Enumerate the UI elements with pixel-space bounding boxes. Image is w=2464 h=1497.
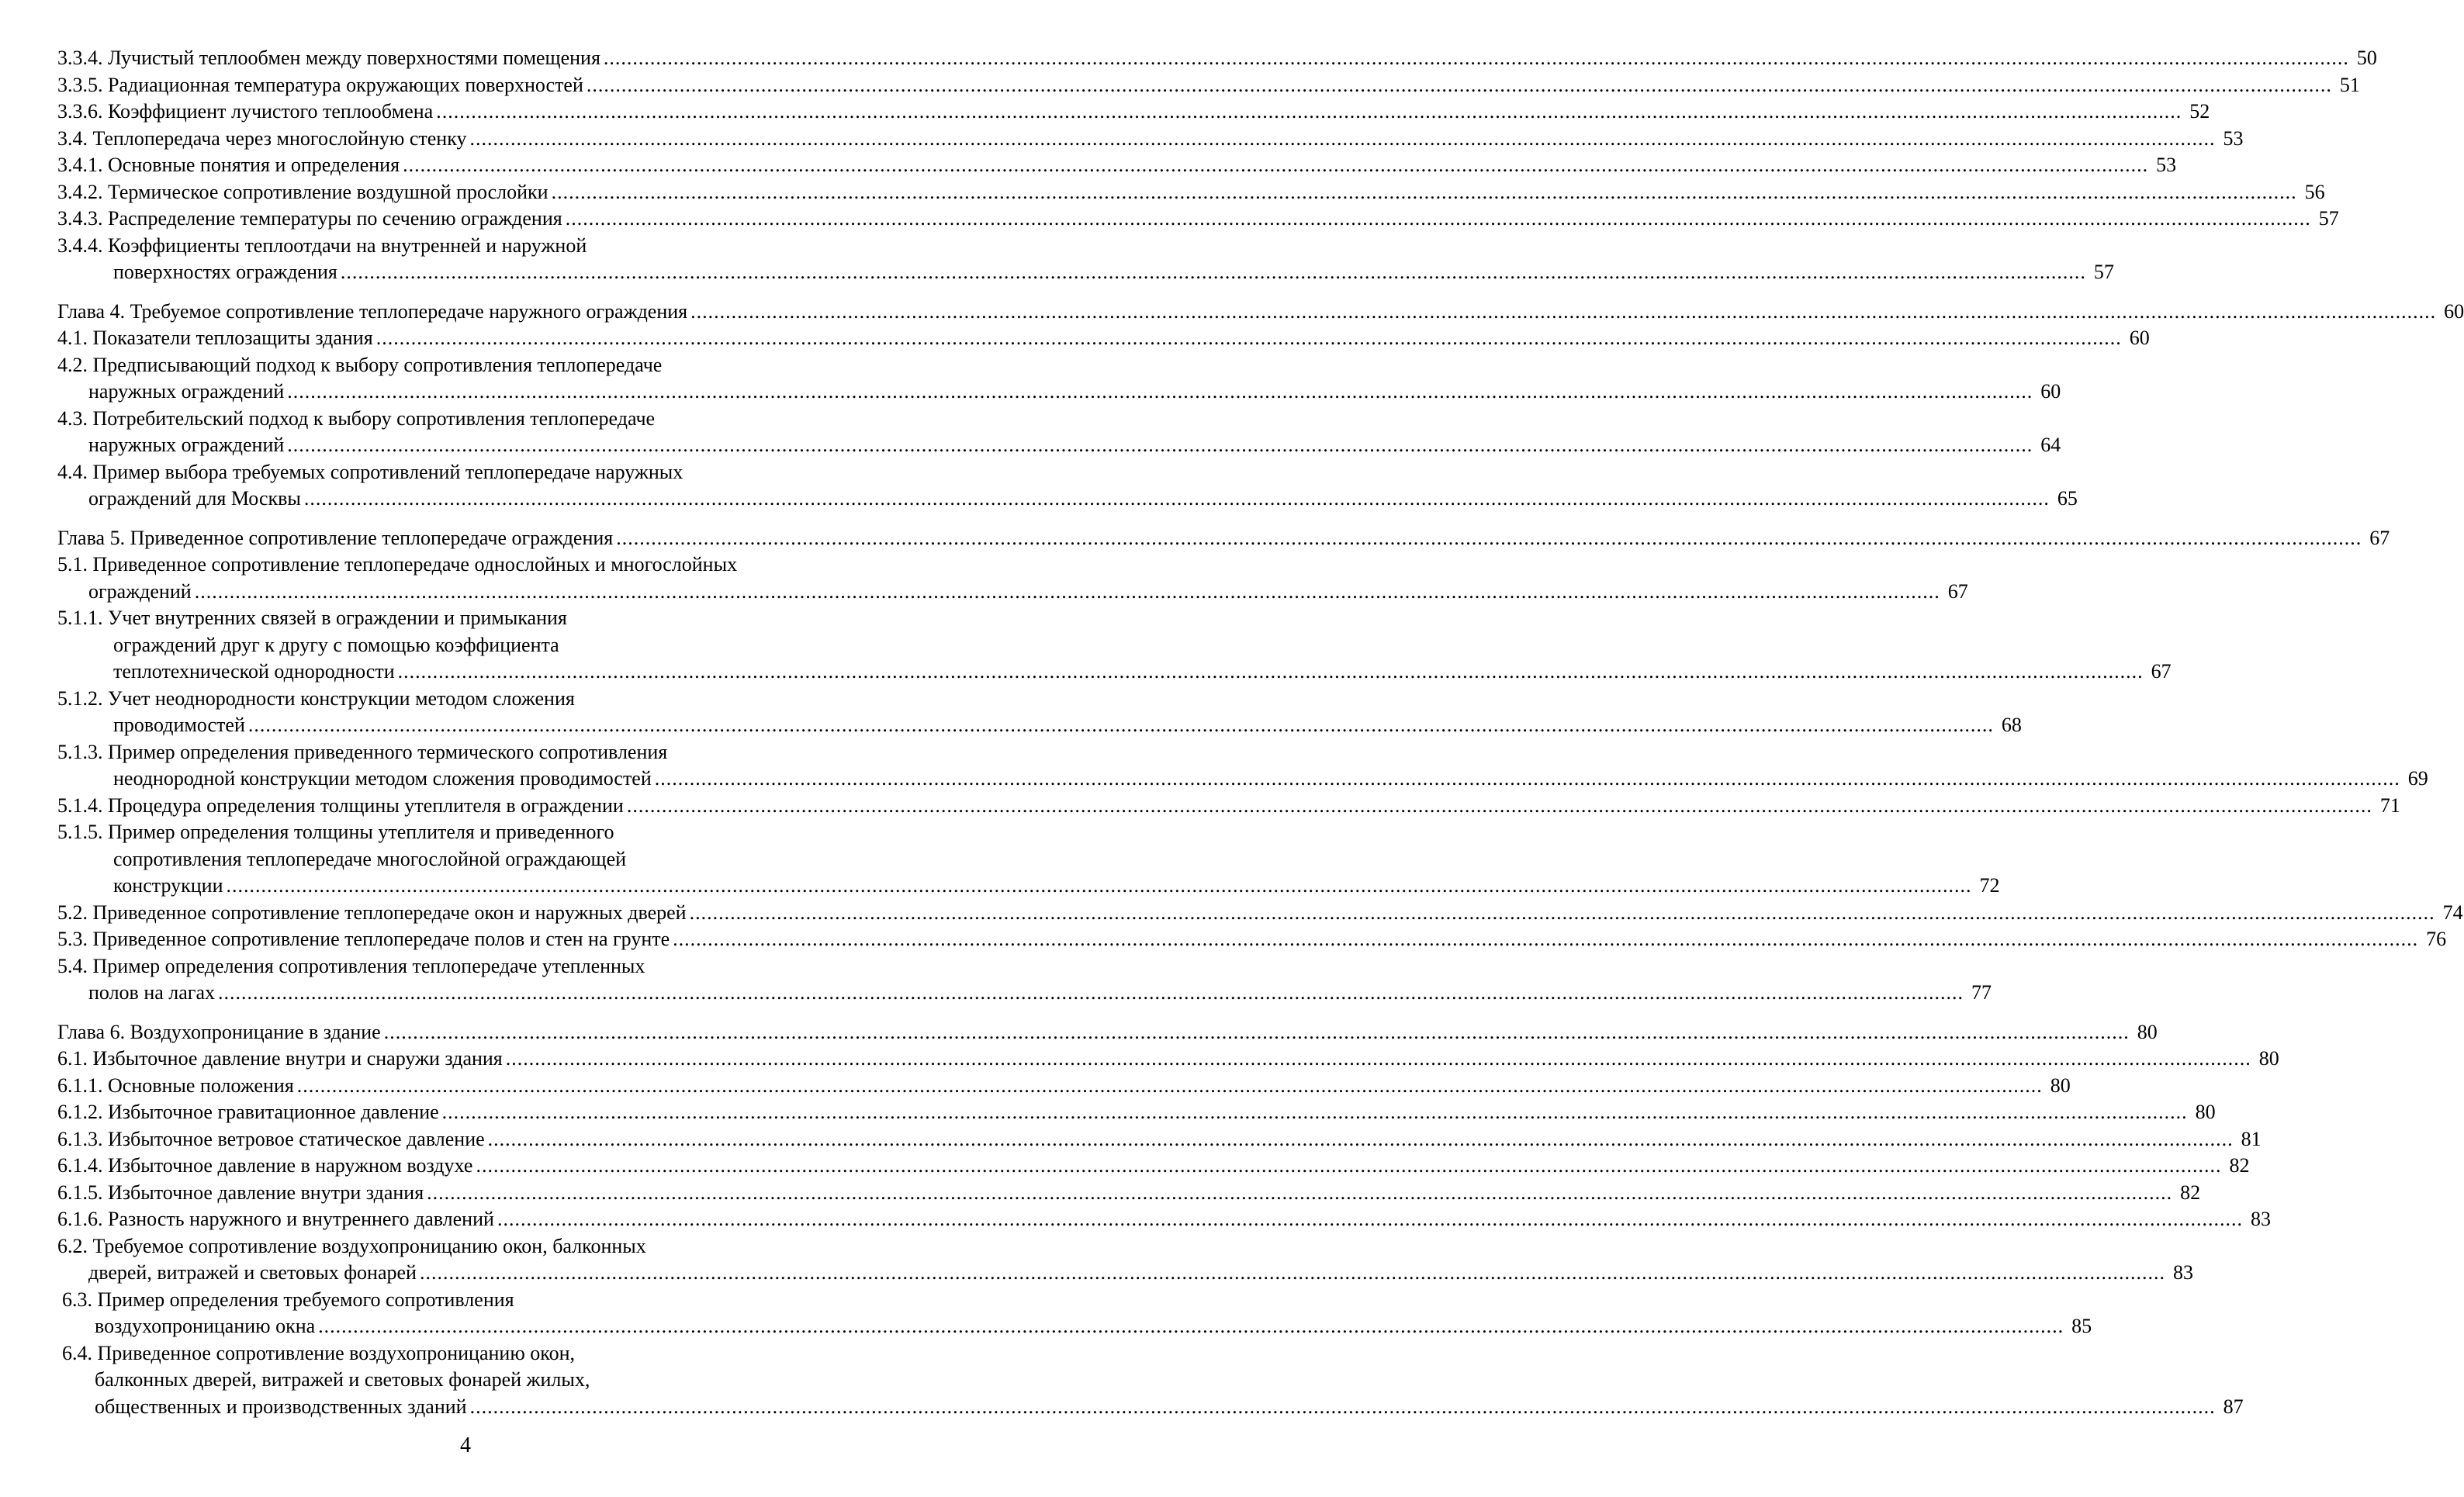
toc-entry-title: 6.1.6. Разность наружного и внутреннего давлений: [57, 1208, 494, 1230]
dot-leader: ............................................................................................................................................................................................................................................................................................................: [690, 299, 2437, 323]
toc-page-number: 72: [1979, 874, 2000, 897]
toc-page-number: 53: [2156, 154, 2177, 176]
toc-line: [57, 579, 1968, 606]
toc-entry-title: 3.3.6. Коэффициент лучистого теплообмена: [57, 100, 434, 123]
toc-entry-title: 3.4.2. Термическое сопротивление воздушной прослойки: [57, 180, 549, 203]
toc-line: [57, 846, 883, 873]
dot-leader: ............................................................................................................................................................................................................................................................................................................: [403, 154, 2149, 176]
dot-leader: ............................................................................................................................................................................................................................................................................................................: [626, 793, 2372, 817]
dot-leader: ............................................................................................................................................................................................................................................................................................................: [441, 1101, 2188, 1123]
section-gap: [57, 1007, 883, 1019]
toc-entry-title: Глава 6. Воздухопроницание в здание: [57, 1020, 381, 1043]
toc-entry-title: Глава 4. Требуемое сопротивление теплопередаче наружного ограждения: [57, 299, 688, 323]
toc-entry-title: 3.4.1. Основные понятия и определения: [57, 154, 400, 176]
toc-entry-title: 4.4. Пример выбора требуемых сопротивлений теплопередаче наружных: [57, 460, 683, 483]
toc-entry-title: ограждений: [88, 579, 192, 603]
toc-entry-title: 6.1.5. Избыточное давление внутри здания: [57, 1181, 424, 1204]
dot-leader: ............................................................................................................................................................................................................................................................................................................: [226, 874, 1972, 897]
dot-leader: ............................................................................................................................................................................................................................................................................................................: [375, 327, 2122, 349]
toc-line: [57, 551, 883, 579]
toc-line: [57, 1367, 883, 1394]
toc-page-number: 80: [2137, 1020, 2158, 1043]
toc-entry: [57, 953, 1992, 1007]
toc-entry-title: 6.1.1. Основные положения: [57, 1073, 294, 1097]
toc-line: [57, 1233, 883, 1260]
toc-line: [57, 99, 2210, 126]
dot-leader: ............................................................................................................................................................................................................................................................................................................: [565, 207, 2311, 230]
dot-leader: ............................................................................................................................................................................................................................................................................................................: [287, 434, 2033, 456]
toc-entry: [57, 1073, 2071, 1100]
toc-entry: [57, 1046, 2279, 1073]
toc-entry-title: 3.4. Теплопередача через многослойную стенку: [57, 126, 467, 150]
toc-entry-title: 3.3.4. Лучистый теплообмен между поверхностями помещения: [57, 47, 600, 69]
toc-entry: [57, 99, 2210, 126]
toc-entry: [57, 1340, 2244, 1421]
toc-entry: [57, 551, 1968, 605]
toc-line: [57, 605, 883, 632]
toc-page-number: 82: [2180, 1181, 2201, 1204]
dot-leader: ............................................................................................................................................................................................................................................................................................................: [616, 526, 2362, 549]
toc-line: [57, 819, 883, 846]
toc-line: [57, 206, 2339, 233]
toc-entry: [57, 233, 2114, 286]
dot-leader: ............................................................................................................................................................................................................................................................................................................: [689, 901, 2435, 924]
toc-line: [57, 953, 883, 980]
toc-line: [57, 432, 2061, 459]
toc-line: [57, 1260, 2193, 1287]
toc-line: [57, 659, 2172, 686]
toc-entry-title: воздухопроницанию окна: [95, 1315, 316, 1337]
toc-entry: [57, 793, 2400, 820]
toc-line: [57, 1206, 2271, 1233]
dot-leader: ............................................................................................................................................................................................................................................................................................................: [397, 660, 2144, 683]
toc-line: [57, 766, 2428, 793]
toc-entry: [57, 406, 2061, 459]
toc-entry-title: 6.1.3. Избыточное ветровое статическое давление: [57, 1127, 485, 1150]
toc-line: [57, 126, 2244, 153]
dot-leader: ............................................................................................................................................................................................................................................................................................................: [247, 714, 1994, 736]
toc-entry: [57, 1180, 2201, 1207]
toc-entry: [57, 686, 2022, 739]
toc-line: [57, 739, 883, 766]
dot-leader: ............................................................................................................................................................................................................................................................................................................: [469, 1395, 2216, 1418]
toc-line: [57, 1287, 883, 1314]
toc-line: [57, 325, 2150, 352]
toc-entry: [57, 179, 2325, 206]
page-number: 4: [460, 1433, 471, 1457]
toc-page-number: 77: [1971, 981, 1992, 1004]
toc-page-number: 68: [2001, 714, 2022, 736]
toc-line: [57, 1180, 2201, 1207]
dot-leader: ............................................................................................................................................................................................................................................................................................................: [318, 1315, 2064, 1337]
toc-entry-title: 5.4. Пример определения сопротивления теплопередаче утепленных: [57, 954, 645, 977]
toc-entry-title: балконных дверей, витражей и световых фонарей жилых,: [95, 1368, 590, 1391]
toc-line: [57, 72, 2360, 99]
toc-entry-title: 5.3. Приведенное сопротивление теплопередаче полов и стен на грунте: [57, 928, 670, 950]
toc-entry: [57, 819, 2000, 900]
toc-page-number: 57: [2093, 261, 2114, 283]
toc-entry: [57, 1206, 2271, 1233]
dot-leader: ............................................................................................................................................................................................................................................................................................................: [551, 180, 2297, 203]
toc-entry: [57, 325, 2150, 352]
toc-entry-title: ограждений для Москвы: [88, 487, 301, 510]
toc-entry-title: общественных и производственных зданий: [95, 1395, 467, 1418]
toc-entry-title: 3.4.3. Распределение температуры по сечению ограждения: [57, 207, 562, 230]
toc-entry: [57, 1233, 2193, 1287]
toc-page-number: 56: [2304, 180, 2325, 203]
toc-entry-title: 4.1. Показатели теплозащиты здания: [57, 327, 373, 349]
toc-page-number: 80: [2258, 1047, 2279, 1070]
toc-page-number: 67: [1947, 579, 1968, 603]
toc-entry: [57, 206, 2339, 233]
dot-leader: ............................................................................................................................................................................................................................................................................................................: [673, 928, 2419, 950]
toc-page-number: 57: [2318, 207, 2339, 230]
dot-leader: ............................................................................................................................................................................................................................................................................................................: [505, 1047, 2251, 1070]
toc-line: [57, 1153, 2250, 1180]
toc-entry-title: 5.1.4. Процедура определения толщины утеплителя в ограждении: [57, 793, 624, 817]
toc-page-number: 60: [2129, 327, 2150, 349]
dot-leader: ............................................................................................................................................................................................................................................................................................................: [218, 981, 1964, 1004]
toc-entry: [57, 900, 2463, 927]
toc-page-number: 80: [2050, 1073, 2071, 1097]
toc-entry-title: наружных ограждений: [88, 434, 285, 456]
dot-leader: ............................................................................................................................................................................................................................................................................................................: [383, 1020, 2130, 1043]
dot-leader: ............................................................................................................................................................................................................................................................................................................: [487, 1127, 2234, 1150]
toc-page-number: 60: [2444, 299, 2464, 323]
dot-leader: ............................................................................................................................................................................................................................................................................................................: [427, 1181, 2173, 1204]
toc-entry: [57, 299, 2464, 326]
toc-line: [57, 259, 2114, 286]
toc-line: [57, 152, 2177, 179]
toc-entry-title: сопротивления теплопередаче многослойной ограждающей: [113, 847, 627, 870]
toc-entry-title: 6.3. Пример определения требуемого сопротивления: [62, 1288, 514, 1311]
dot-leader: ............................................................................................................................................................................................................................................................................................................: [586, 73, 2332, 96]
toc-line: [57, 1313, 2092, 1340]
toc-entry-title: поверхностях ограждения: [113, 261, 337, 283]
toc-line: [57, 179, 2325, 206]
toc-page-number: 76: [2426, 928, 2447, 950]
toc-line: [57, 1340, 883, 1367]
toc-line: [57, 1019, 2158, 1046]
toc-line: [57, 1126, 2262, 1153]
toc-entry: [57, 126, 2244, 153]
toc-entry-title: 6.4. Приведенное сопротивление воздухопроницанию окон,: [62, 1341, 575, 1364]
toc-line: [57, 379, 2061, 406]
toc-entry: [57, 459, 2078, 513]
toc-line: [57, 793, 2400, 820]
toc-entry-title: 4.2. Предписывающий подход к выбору сопротивления теплопередаче: [57, 353, 663, 376]
dot-leader: ............................................................................................................................................................................................................................................................................................................: [436, 100, 2182, 123]
toc-page-number: 60: [2040, 380, 2061, 403]
dot-leader: ............................................................................................................................................................................................................................................................................................................: [419, 1261, 2165, 1284]
toc-entry: [57, 45, 2377, 72]
toc-entry-title: полов на лагах: [88, 981, 215, 1004]
toc-entry: [57, 926, 2447, 953]
toc-entry-title: 6.1. Избыточное давление внутри и снаружи здания: [57, 1047, 503, 1070]
toc-entry-title: 3.4.4. Коэффициенты теплоотдачи на внутренней и наружной: [57, 233, 587, 257]
toc-page-number: 67: [2369, 526, 2390, 549]
toc-entry-title: 6.1.4. Избыточное давление в наружном воздухе: [57, 1154, 473, 1177]
toc-entry: [57, 1019, 2158, 1046]
toc-entry: [57, 1126, 2262, 1153]
toc-line: [57, 873, 2000, 900]
toc-line: [57, 299, 2464, 326]
toc-entry-title: 6.1.2. Избыточное гравитационное давление: [57, 1101, 439, 1123]
toc-page-number: 83: [2172, 1261, 2193, 1284]
toc-entry-title: наружных ограждений: [88, 380, 285, 403]
toc-entry: [57, 1287, 2092, 1340]
toc-entry-title: проводимостей: [113, 714, 245, 736]
toc-entry: [57, 72, 2360, 99]
toc-page-number: 85: [2071, 1315, 2092, 1337]
toc-entry: [57, 525, 2390, 552]
toc-line: [57, 712, 2022, 739]
toc-page-number: 67: [2151, 660, 2172, 683]
toc-page-number: 53: [2223, 126, 2244, 150]
section-gap: [57, 513, 883, 525]
toc-line: [57, 1073, 2071, 1100]
toc-line: [57, 980, 1992, 1007]
toc-page-number: 65: [2057, 487, 2078, 510]
toc-page-number: 50: [2356, 47, 2377, 69]
toc-entry-title: 5.1.1. Учет внутренних связей в ограждении и примыкания: [57, 607, 567, 629]
toc-entry: [57, 739, 2428, 793]
toc-entry: [57, 1153, 2250, 1180]
dot-leader: ............................................................................................................................................................................................................................................................................................................: [603, 47, 2349, 69]
toc-page-number: 51: [2339, 73, 2360, 96]
dot-leader: ............................................................................................................................................................................................................................................................................................................: [194, 579, 1940, 603]
toc-line: [57, 406, 883, 433]
toc-entry-title: 6.2. Требуемое сопротивление воздухопроницанию окон, балконных: [57, 1234, 646, 1257]
toc-entry-title: теплотехнической однородности: [113, 660, 395, 683]
dot-leader: ............................................................................................................................................................................................................................................................................................................: [654, 767, 2400, 790]
dot-leader: ............................................................................................................................................................................................................................................................................................................: [340, 261, 2086, 283]
toc-line: [57, 900, 2463, 927]
section-gap: [57, 286, 883, 299]
toc-page-number: 52: [2189, 100, 2210, 123]
toc-entry-title: дверей, витражей и световых фонарей: [88, 1261, 417, 1284]
toc-entry-title: 5.1.5. Пример определения толщины утеплителя и приведенного: [57, 821, 614, 843]
toc-entry: [57, 152, 2177, 179]
dot-leader: ............................................................................................................................................................................................................................................................................................................: [296, 1073, 2043, 1097]
dot-leader: ............................................................................................................................................................................................................................................................................................................: [469, 126, 2216, 150]
toc-line: [57, 1099, 2216, 1126]
toc-page-number: 81: [2241, 1127, 2262, 1150]
toc-entry-title: ограждений друг к другу с помощью коэффициента: [113, 633, 559, 656]
toc-line: [57, 632, 883, 659]
toc-page-number: 74: [2442, 901, 2463, 924]
toc-line: [57, 459, 883, 486]
toc-entry: [57, 352, 2061, 406]
toc-line: [57, 233, 883, 260]
toc-line: [57, 1046, 2279, 1073]
toc-line: [57, 352, 883, 379]
toc-line: [57, 486, 2078, 513]
toc-entry-title: 3.3.5. Радиационная температура окружающих поверхностей: [57, 73, 583, 96]
toc-page-number: 87: [2223, 1395, 2244, 1418]
toc-entry-title: неоднородной конструкции методом сложения проводимостей: [113, 767, 652, 790]
toc-line: [57, 926, 2447, 953]
dot-leader: ............................................................................................................................................................................................................................................................................................................: [303, 487, 2050, 510]
toc-line: [57, 1394, 2244, 1421]
toc-entry-title: конструкции: [113, 874, 223, 897]
toc-page-number: 71: [2379, 793, 2400, 817]
toc-line: [57, 45, 2377, 72]
dot-leader: ............................................................................................................................................................................................................................................................................................................: [476, 1154, 2222, 1177]
toc-line: [57, 686, 883, 713]
toc-page-number: 82: [2229, 1154, 2250, 1177]
table-of-contents: [57, 45, 2464, 1420]
toc-entry: [57, 605, 2172, 686]
toc-entry-title: Глава 5. Приведенное сопротивление теплопередаче ограждения: [57, 526, 614, 549]
toc-entry-title: 5.1.2. Учет неоднородности конструкции методом сложения: [57, 686, 575, 710]
toc-page-number: 69: [2407, 767, 2428, 790]
toc-page-number: 64: [2040, 434, 2061, 456]
toc-entry-title: 5.1. Приведенное сопротивление теплопередаче однослойных и многослойных: [57, 553, 738, 576]
toc-entry-title: 5.1.3. Пример определения приведенного термического сопротивления: [57, 740, 668, 763]
toc-entry-title: 5.2. Приведенное сопротивление теплопередаче окон и наружных дверей: [57, 901, 687, 924]
toc-entry-title: 4.3. Потребительский подход к выбору сопротивления теплопередаче: [57, 406, 656, 430]
toc-page-number: 80: [2195, 1101, 2216, 1123]
toc-line: [57, 525, 2390, 552]
toc-entry: [57, 1099, 2216, 1126]
dot-leader: ............................................................................................................................................................................................................................................................................................................: [287, 380, 2033, 403]
toc-page-number: 83: [2250, 1208, 2271, 1230]
dot-leader: ............................................................................................................................................................................................................................................................................................................: [497, 1208, 2243, 1230]
